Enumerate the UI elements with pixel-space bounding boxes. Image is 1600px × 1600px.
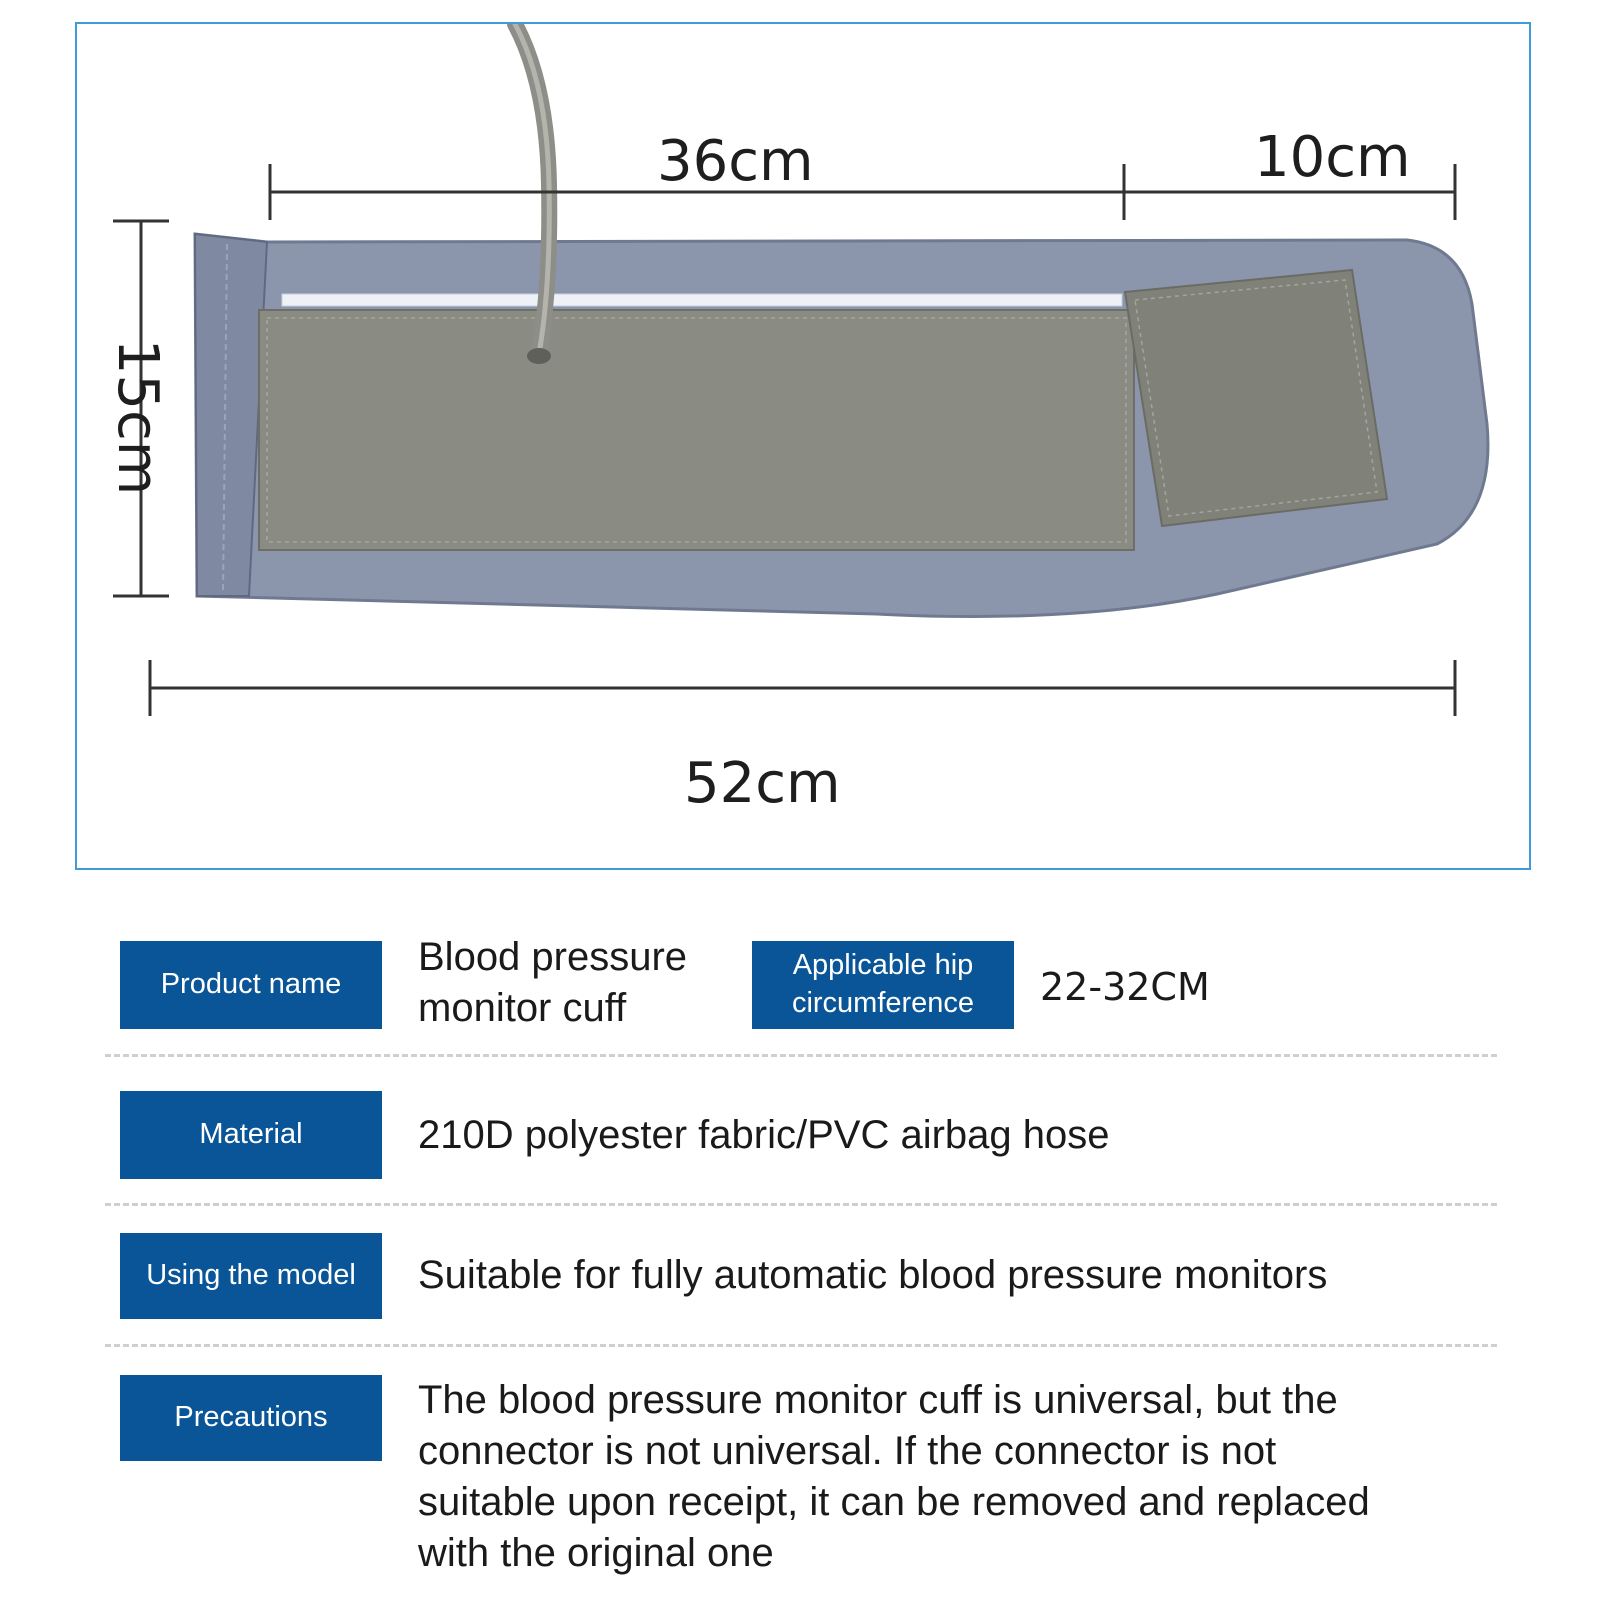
product-image-frame xyxy=(75,22,1531,870)
product-name-line: Blood pressure xyxy=(418,935,688,979)
precautions-value xyxy=(418,1375,1370,1579)
model-value: Suitable for fully automatic blood pressure monitors xyxy=(418,1253,1328,1297)
dimension-label-10cm: 10cm xyxy=(1254,125,1411,190)
precautions-badge: Precautions xyxy=(120,1375,382,1461)
product-name-badge: Product name xyxy=(120,941,382,1029)
dimension-label-36cm: 36cm xyxy=(657,129,814,194)
velcro-panel-right xyxy=(1125,270,1387,526)
dimension-line-52cm xyxy=(150,660,1455,716)
row-divider xyxy=(105,1344,1497,1347)
cuff-white-strip xyxy=(282,294,1122,306)
dimension-label-15cm: 15cm xyxy=(105,338,170,496)
row-divider xyxy=(105,1054,1497,1057)
model-badge: Using the model xyxy=(120,1233,382,1319)
precautions-line: The blood pressure monitor cuff is universal, but the xyxy=(418,1378,1338,1422)
precautions-line: with the original one xyxy=(418,1531,774,1575)
product-name-value xyxy=(418,932,687,1034)
material-badge: Material xyxy=(120,1091,382,1179)
dimension-label-52cm: 52cm xyxy=(684,751,841,816)
material-value: 210D polyester fabric/PVC airbag hose xyxy=(418,1113,1110,1157)
circumference-badge xyxy=(752,941,1014,1029)
circumference-value: 22-32CM xyxy=(1040,965,1210,1009)
circumference-label-line: circumference xyxy=(791,987,975,1019)
velcro-panel-main xyxy=(259,310,1134,550)
precautions-line: connector is not universal. If the connector is not xyxy=(418,1429,1277,1473)
precautions-line: suitable upon receipt, it can be removed and replaced xyxy=(418,1480,1370,1524)
product-name-line: monitor cuff xyxy=(418,986,627,1030)
circumference-label-line: Applicable hip xyxy=(792,949,974,982)
row-divider xyxy=(105,1203,1497,1206)
